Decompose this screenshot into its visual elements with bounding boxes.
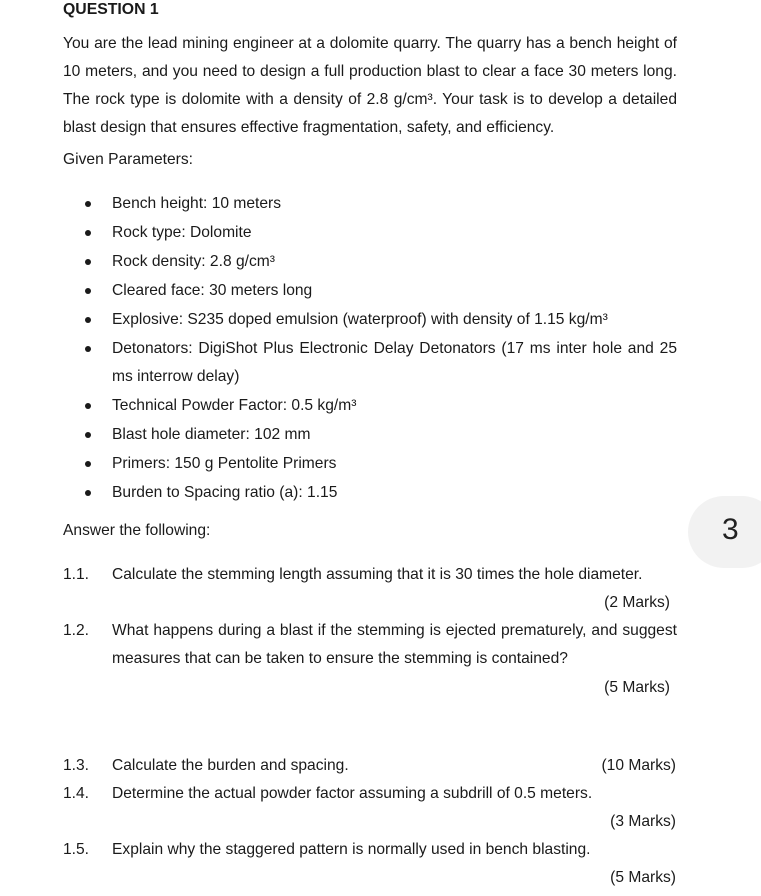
given-parameters-heading: Given Parameters: [63,151,193,168]
item-number: 1.2. [63,622,90,639]
bullet-icon [85,230,91,236]
page-number: 3 [722,513,739,546]
list-item: Bench height: 10 meters [63,190,677,218]
item-marks: (3 Marks) [610,813,676,830]
question-intro: You are the lead mining engineer at a dolomite quarry. The quarry has a bench height of 10 meters, and you need to design a full production blast to clear a face 30 meters long. The rock type is dolomite with a density of 2.8 g/cm³. Your task is to develop a detailed blast design that ensures effective fragmentation, safety, and efficiency. [63,35,677,136]
item-text: Calculate the burden and spacing. [112,757,349,774]
list-item: Burden to Spacing ratio (a): 1.15 [63,479,677,507]
item-text: Explain why the staggered pattern is normally used in bench blasting. [112,841,591,858]
list-item: Blast hole diameter: 102 mm [63,421,677,449]
list-item: Explosive: S235 doped emulsion (waterproof) with density of 1.15 kg/m³ [63,306,677,334]
list-item: Cleared face: 30 meters long [63,277,677,305]
list-item: Rock type: Dolomite [63,219,677,247]
bullet-icon [85,490,91,496]
item-text: What happens during a blast if the stemming is ejected prematurely, and suggest measures that can be taken to ensure the stemming is contained? [112,622,677,667]
list-item: Rock density: 2.8 g/cm³ [63,248,677,276]
item-marks: (10 Marks) [601,757,676,774]
bullet-icon [85,346,91,352]
bullet-icon [85,201,91,207]
bullet-icon [85,403,91,409]
bullet-icon [85,317,91,323]
item-number: 1.1. [63,566,90,583]
question-item-1-4 [63,780,677,808]
bullet-icon [85,432,91,438]
question-item-1-1 [63,561,677,589]
item-marks: (5 Marks) [604,679,670,696]
parameters-list [63,190,677,508]
item-marks: (5 Marks) [610,869,676,886]
bullet-icon [85,461,91,467]
item-marks: (2 Marks) [604,594,670,611]
list-item: Detonators: DigiShot Plus Electronic Delay Detonators (17 ms inter hole and 25 ms interrow delay) [63,335,677,391]
question-item-1-3 [63,752,677,780]
item-number: 1.3. [63,757,90,774]
list-item: Technical Powder Factor: 0.5 kg/m³ [63,392,677,420]
list-item: Primers: 150 g Pentolite Primers [63,450,677,478]
item-text: Calculate the stemming length assuming that it is 30 times the hole diameter. [112,566,643,583]
bullet-icon [85,259,91,265]
question-title: QUESTION 1 [63,1,159,18]
question-item-1-2 [63,617,677,673]
item-number: 1.5. [63,841,90,858]
bullet-icon [85,288,91,294]
item-text: Determine the actual powder factor assuming a subdrill of 0.5 meters. [112,785,593,802]
answer-heading: Answer the following: [63,522,211,539]
item-number: 1.4. [63,785,90,802]
question-item-1-5 [63,836,677,864]
